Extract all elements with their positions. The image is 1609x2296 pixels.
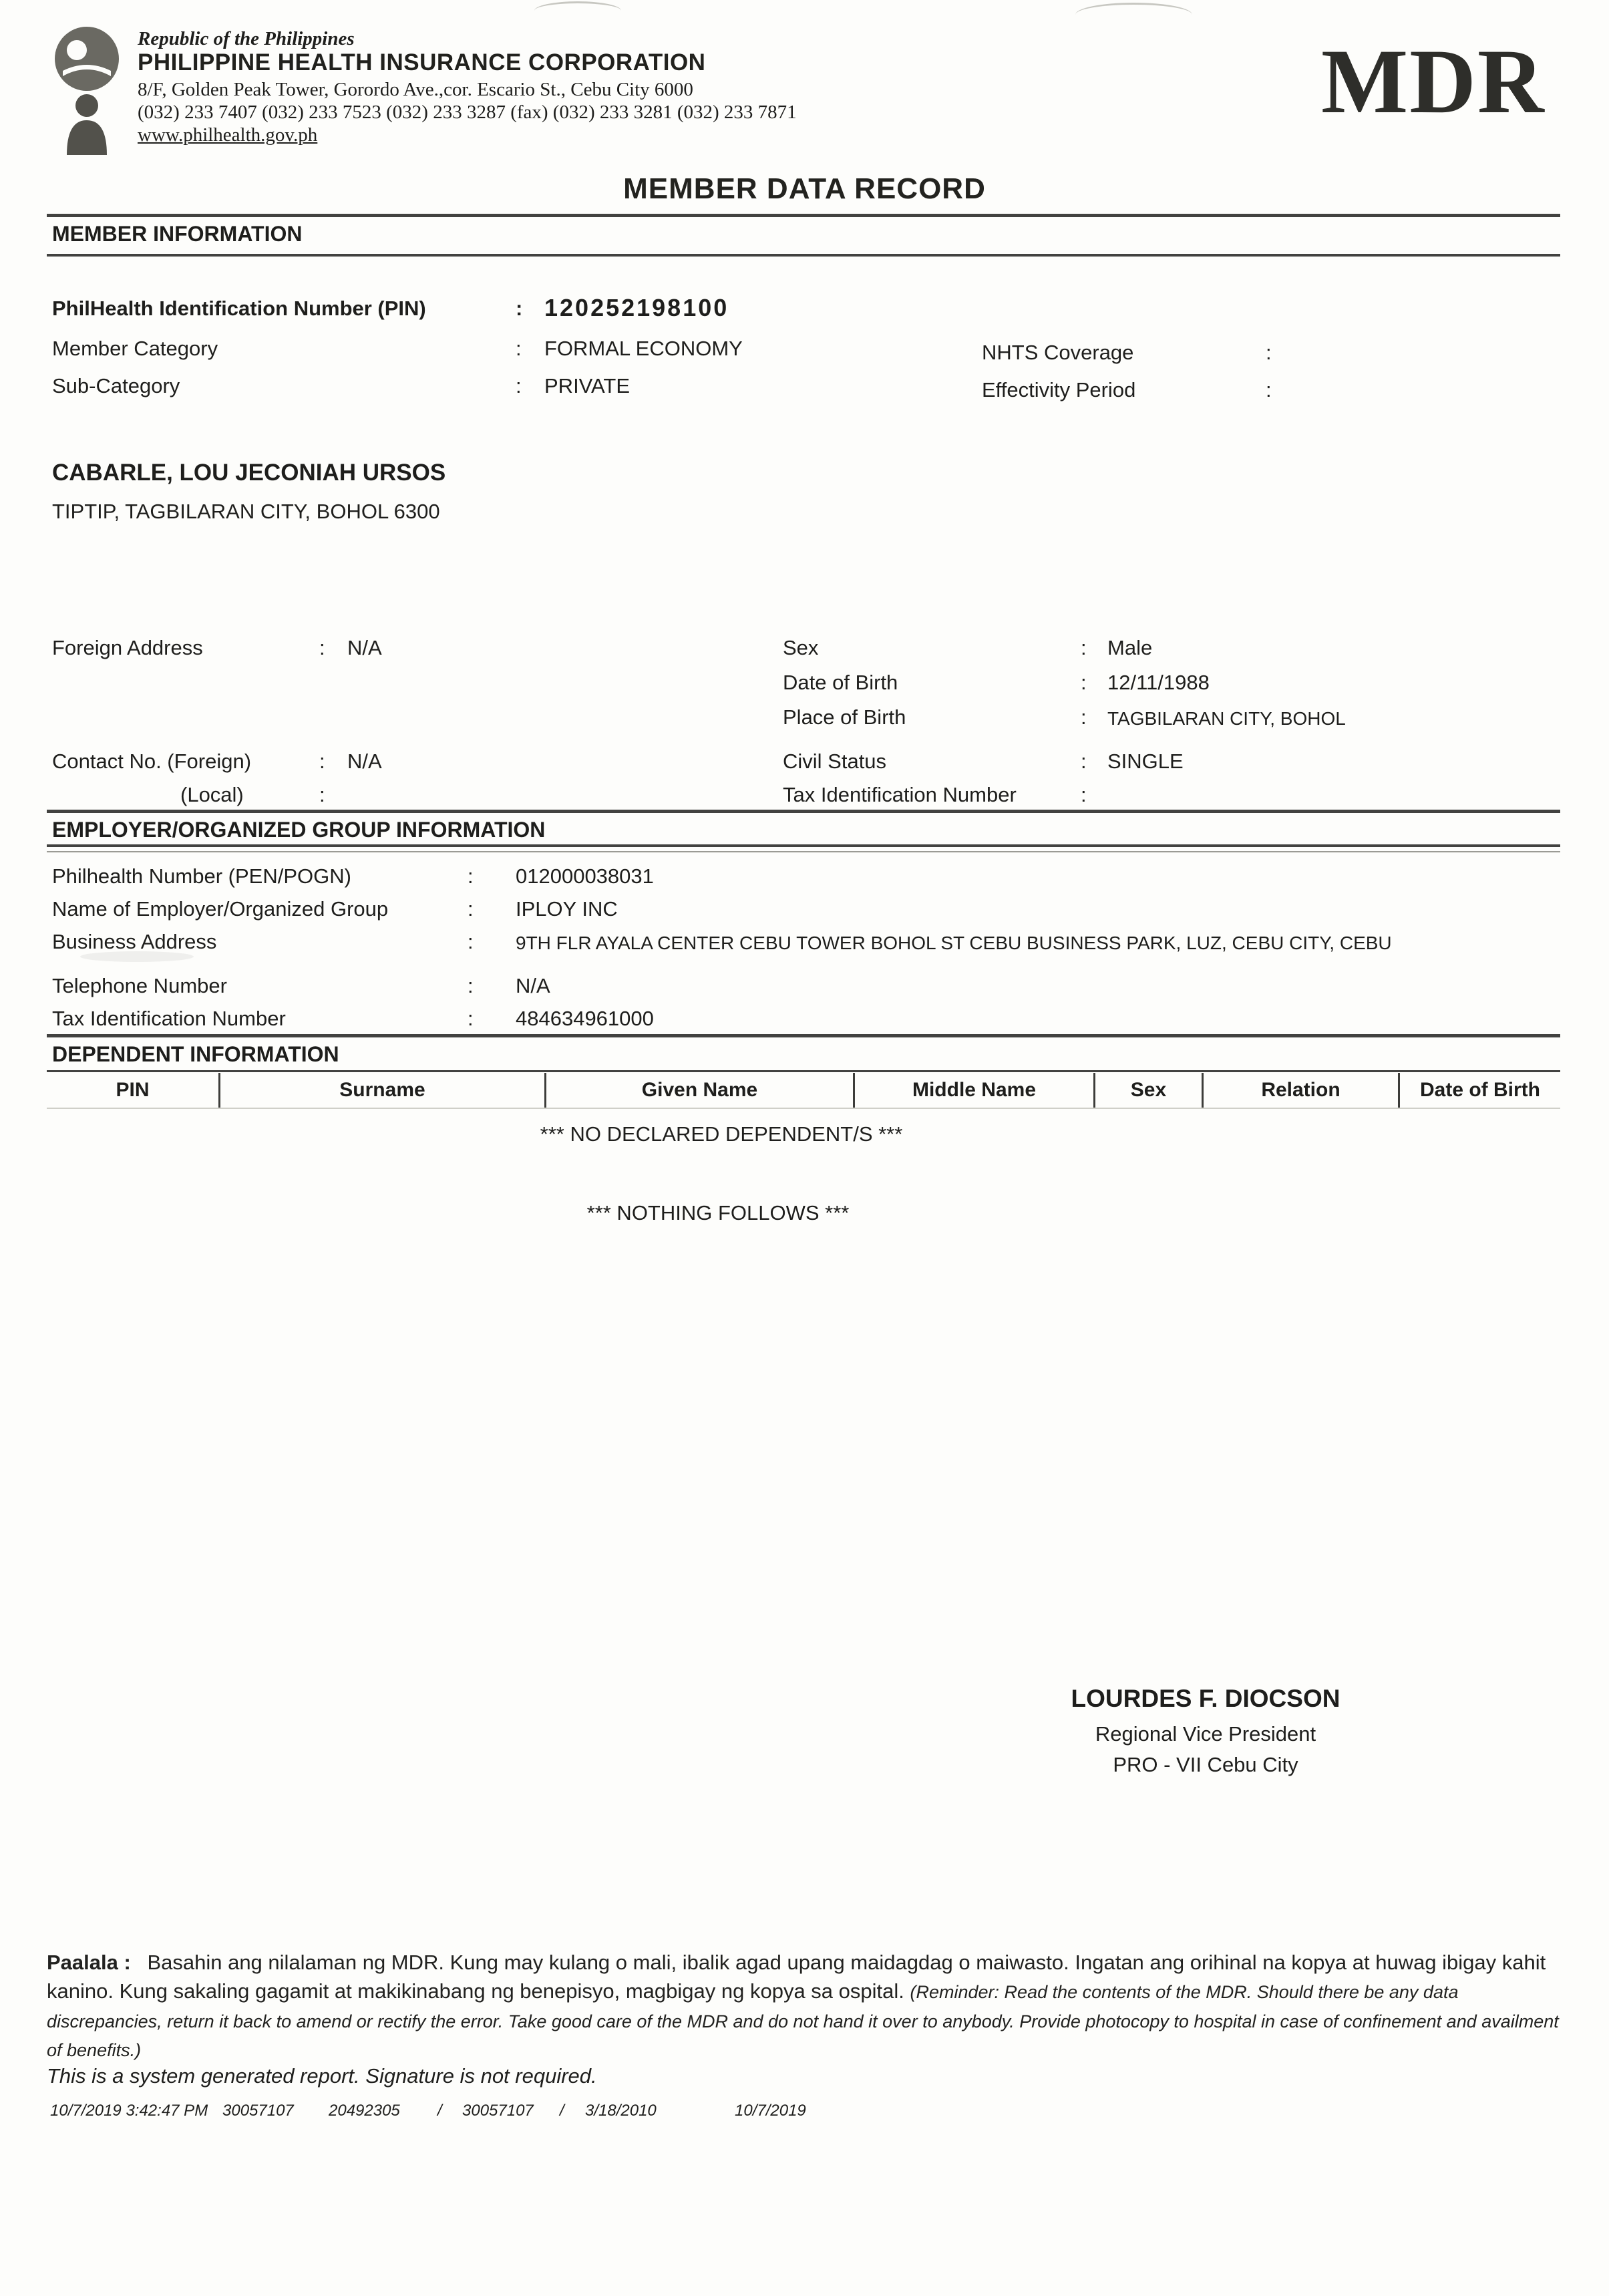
colon: : xyxy=(319,750,325,773)
foreign-address-label: Foreign Address xyxy=(52,636,203,659)
section-divider xyxy=(47,844,1560,847)
reminder-text: (Reminder: Read the contents of the MDR. Should there be any data discrepancies, return it back to amend or rectify the error. Take good care of the MDR and do not hand it over to anybody. Provide photocopy to hospital in case of confinement and availment of benefits.) xyxy=(47,1982,1559,2061)
contact-foreign-label: Contact No. (Foreign) xyxy=(52,750,252,773)
dependent-information-section-title: DEPENDENT INFORMATION xyxy=(52,1042,339,1066)
colon: : xyxy=(468,864,474,888)
section-divider xyxy=(47,810,1560,813)
dependent-column-surname: Surname xyxy=(220,1073,546,1108)
contact-local-label: (Local) xyxy=(180,783,244,806)
place-of-birth-value: TAGBILARAN CITY, BOHOL xyxy=(1107,708,1346,729)
colon: : xyxy=(468,897,474,921)
colon: : xyxy=(516,297,523,320)
pin-label: PhilHealth Identification Number (PIN) xyxy=(52,297,426,320)
employer-name-label: Name of Employer/Organized Group xyxy=(52,897,389,921)
pin-value: 120252198100 xyxy=(544,294,729,321)
colon: : xyxy=(1081,636,1087,659)
dependent-column-sex: Sex xyxy=(1095,1073,1204,1108)
system-generated-note: This is a system generated report. Signature is not required. xyxy=(47,2064,597,2088)
nothing-follows-line: *** NOTHING FOLLOWS *** xyxy=(586,1201,850,1224)
telephone-value: N/A xyxy=(516,974,550,997)
print-ref-2: 20492305 xyxy=(329,2102,400,2120)
print-ref-3: 30057107 xyxy=(462,2102,534,2120)
colon: : xyxy=(1081,750,1087,773)
dependent-column-pin: PIN xyxy=(47,1073,220,1108)
member-category-label: Member Category xyxy=(52,337,218,360)
employer-name-value: IPLOY INC xyxy=(516,897,618,921)
sub-category-label: Sub-Category xyxy=(52,374,180,397)
office-address: 8/F, Golden Peak Tower, Gorordo Ave.,cor. Escario St., Cebu City 6000 xyxy=(138,79,693,100)
pen-label: Philhealth Number (PEN/POGN) xyxy=(52,864,351,888)
website-text: www.philhealth.gov.ph xyxy=(138,124,318,146)
philhealth-logo xyxy=(52,24,127,160)
print-ref-1: 30057107 xyxy=(222,2102,294,2120)
civil-status-label: Civil Status xyxy=(783,750,887,773)
effectivity-period-label: Effectivity Period xyxy=(982,378,1136,401)
colon: : xyxy=(516,337,522,360)
colon: : xyxy=(1266,341,1272,364)
sex-label: Sex xyxy=(783,636,819,659)
section-divider xyxy=(47,851,1560,852)
pen-value: 012000038031 xyxy=(516,864,654,888)
dependent-column-middle-name: Middle Name xyxy=(855,1073,1095,1108)
telephone-label: Telephone Number xyxy=(52,974,227,997)
signatory-name: LOURDES F. DIOCSON xyxy=(1071,1685,1340,1712)
colon: : xyxy=(319,783,325,806)
print-separator: / xyxy=(437,2102,442,2120)
section-divider xyxy=(47,1034,1560,1037)
scan-artifact xyxy=(534,1,621,20)
print-date-registered: 3/18/2010 xyxy=(585,2102,657,2120)
employer-information-section-title: EMPLOYER/ORGANIZED GROUP INFORMATION xyxy=(52,818,546,842)
sex-value: Male xyxy=(1107,636,1153,659)
print-date: 10/7/2019 xyxy=(735,2102,806,2120)
civil-status-value: SINGLE xyxy=(1107,750,1184,773)
nhts-coverage-label: NHTS Coverage xyxy=(982,341,1134,364)
member-category-value: FORMAL ECONOMY xyxy=(544,337,743,360)
contact-foreign-value: N/A xyxy=(347,750,382,773)
signatory-title: Regional Vice President xyxy=(1095,1722,1316,1746)
colon: : xyxy=(1081,783,1087,806)
colon: : xyxy=(1081,671,1087,694)
colon: : xyxy=(319,636,325,659)
phone-numbers: (032) 233 7407 (032) 233 7523 (032) 233 3287 (fax) (032) 233 3281 (032) 233 7871 xyxy=(138,102,797,123)
section-divider xyxy=(47,214,1560,217)
member-name: CABARLE, LOU JECONIAH URSOS xyxy=(52,460,446,486)
employer-tin-value: 484634961000 xyxy=(516,1007,654,1030)
member-information-section-title: MEMBER INFORMATION xyxy=(52,222,303,246)
signatory-office: PRO - VII Cebu City xyxy=(1113,1753,1298,1776)
business-address-value: 9TH FLR AYALA CENTER CEBU TOWER BOHOL ST CEBU BUSINESS PARK, LUZ, CEBU CITY, CEBU xyxy=(516,933,1392,953)
dependent-table-header xyxy=(47,1073,1560,1109)
place-of-birth-label: Place of Birth xyxy=(783,705,906,729)
no-dependents-line: *** NO DECLARED DEPENDENT/S *** xyxy=(540,1122,903,1146)
dependent-column-relation: Relation xyxy=(1204,1073,1400,1108)
colon: : xyxy=(516,374,522,397)
section-divider xyxy=(47,254,1560,257)
employer-tin-label: Tax Identification Number xyxy=(52,1007,286,1030)
section-divider xyxy=(47,1070,1560,1072)
print-datetime: 10/7/2019 3:42:47 PM xyxy=(50,2102,208,2120)
paalala-text: Basahin ang nilalaman ng MDR. Kung may kulang o mali, ibalik agad upang maidagdag o maiwasto. Ingatan ang orihinal na kopya at huwag ibigay kahit kanino. Kung sakaling gagamit at makikinabang ng benepisyo, magbigay ng kopya sa ospital. xyxy=(47,1951,1546,2003)
colon: : xyxy=(1081,705,1087,729)
mdr-mark: MDR xyxy=(1321,30,1546,132)
foreign-address-value: N/A xyxy=(347,636,382,659)
document-title: MEMBER DATA RECORD xyxy=(623,172,986,205)
business-address-label: Business Address xyxy=(52,930,217,953)
member-tin-label: Tax Identification Number xyxy=(783,783,1017,806)
date-of-birth-label: Date of Birth xyxy=(783,671,898,694)
corporation-name: PHILIPPINE HEALTH INSURANCE CORPORATION xyxy=(138,49,706,75)
date-of-birth-value: 12/11/1988 xyxy=(1107,671,1210,694)
dependent-column-given-name: Given Name xyxy=(546,1073,855,1108)
colon: : xyxy=(468,974,474,997)
footer-reminder-paragraph xyxy=(47,1948,1566,2064)
dependent-column-date-of-birth: Date of Birth xyxy=(1420,1079,1540,1101)
republic-line: Republic of the Philippines xyxy=(138,28,355,49)
colon: : xyxy=(1266,378,1272,401)
colon: : xyxy=(468,1007,474,1030)
print-separator: / xyxy=(560,2102,564,2120)
scan-artifact xyxy=(1075,3,1192,27)
colon: : xyxy=(468,930,474,953)
sub-category-value: PRIVATE xyxy=(544,374,631,397)
paalala-label: Paalala : xyxy=(47,1951,131,1974)
member-address: TIPTIP, TAGBILARAN CITY, BOHOL 6300 xyxy=(52,500,440,523)
signatory-block xyxy=(999,1685,1413,1777)
